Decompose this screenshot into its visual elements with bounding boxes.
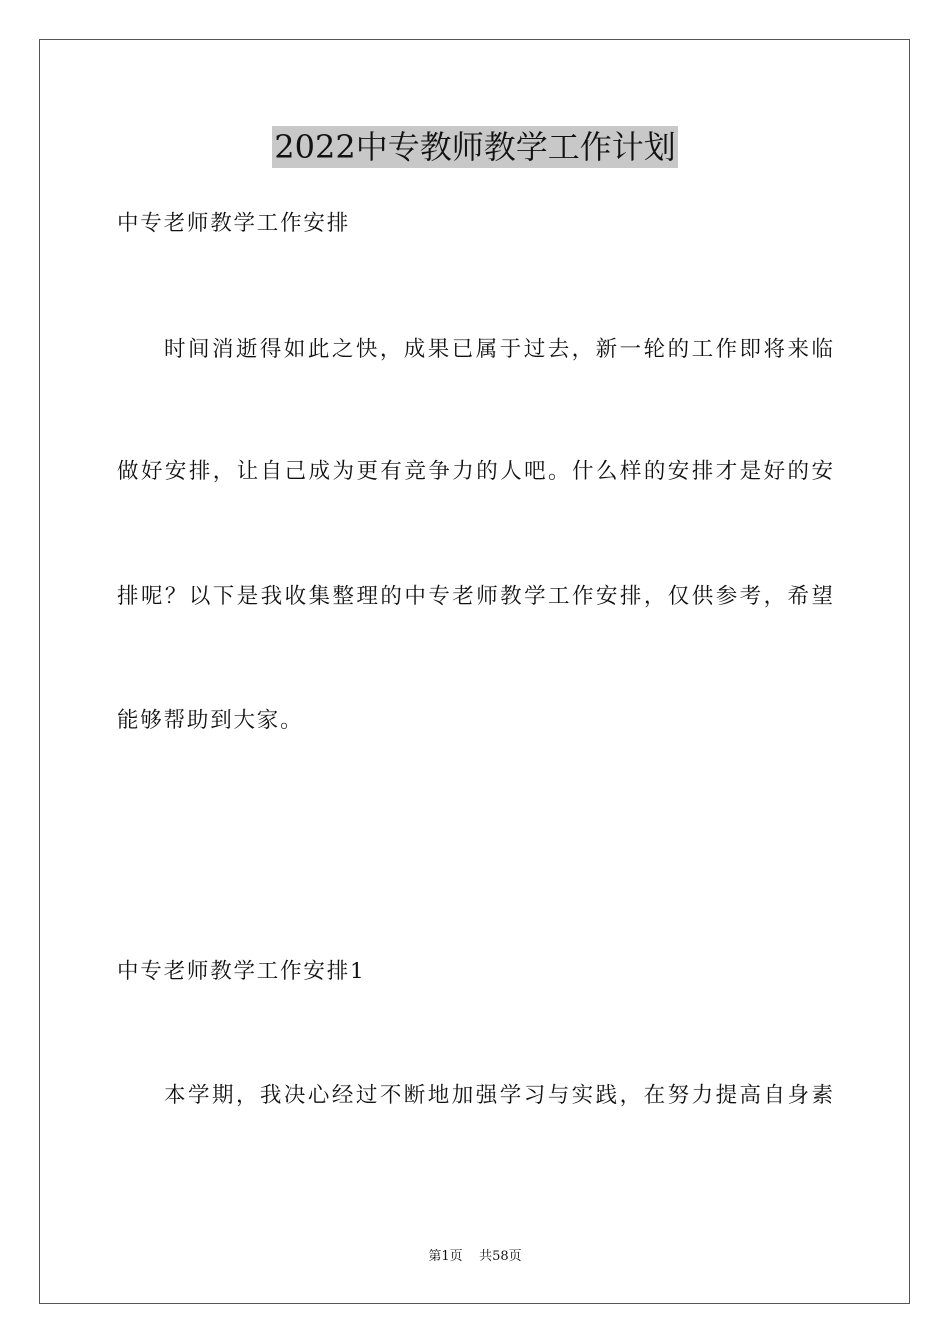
- paragraph-line: 做好安排，让自己成为更有竞争力的人吧。什么样的安排才是好的安: [117, 459, 833, 484]
- section-heading: 中专老师教学工作安排1: [117, 959, 366, 984]
- paragraph-line: 排呢？以下是我收集整理的中专老师教学工作安排，仅供参考，希望: [117, 584, 833, 609]
- page-total: 共58页: [479, 1249, 522, 1264]
- page-footer: [0, 1248, 950, 1266]
- paragraph-line: 时间消逝得如此之快，成果已属于过去，新一轮的工作即将来临: [164, 337, 833, 362]
- section-heading: 中专老师教学工作安排: [117, 211, 351, 236]
- page-number: 第1页: [428, 1249, 463, 1264]
- document-title: 2022中专教师教学工作计划: [274, 128, 676, 166]
- title-container: [0, 126, 950, 168]
- paragraph-line: 能够帮助到大家。: [117, 708, 304, 733]
- paragraph-line: 本学期，我决心经过不断地加强学习与实践，在努力提高自身素: [164, 1083, 833, 1108]
